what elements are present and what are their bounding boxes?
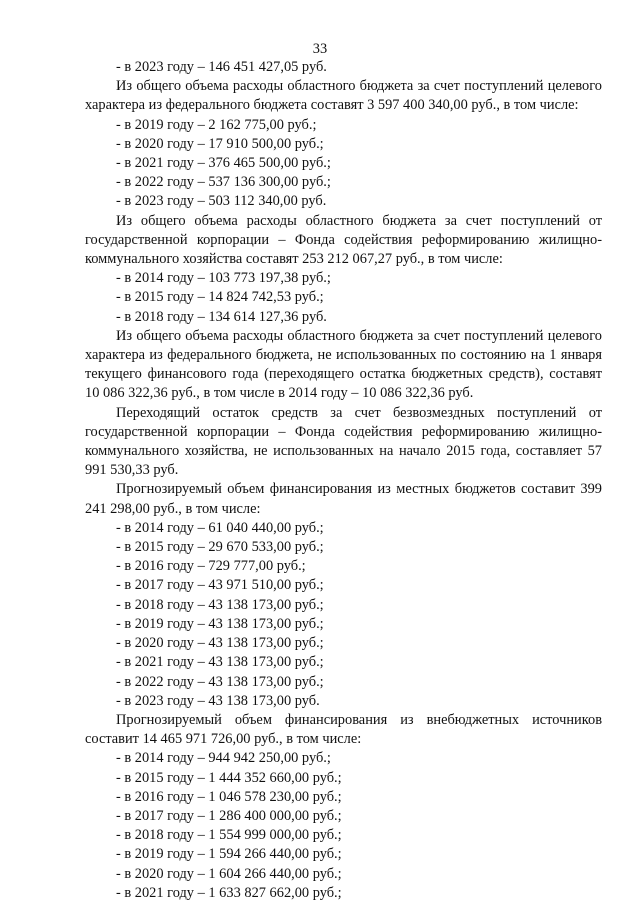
list-item: - в 2021 году – 1 633 827 662,00 руб.; <box>116 884 342 901</box>
list-item: - в 2017 году – 43 971 510,00 руб.; <box>116 577 324 594</box>
list-item: - в 2015 году – 1 444 352 660,00 руб.; <box>116 769 342 786</box>
list-item: - в 2017 году – 1 286 400 000,00 руб.; <box>116 807 342 824</box>
list-item: - в 2018 году – 1 554 999 000,00 руб.; <box>116 827 342 844</box>
list-item: - в 2016 году – 1 046 578 230,00 руб.; <box>116 788 342 805</box>
paragraph: Прогнозируемый объем финансирования из местных бюджетов составит 399 241 298,00 руб., в том числе: <box>85 481 602 517</box>
list-item: - в 2014 году – 61 040 440,00 руб.; <box>116 519 324 536</box>
list-item: - в 2018 году – 134 614 127,36 руб. <box>116 308 327 325</box>
list-item: - в 2019 году – 43 138 173,00 руб.; <box>116 615 324 632</box>
list-item: - в 2022 году – 43 138 173,00 руб.; <box>116 673 324 690</box>
paragraph: Из общего объема расходы областного бюджета за счет поступлений целевого характера из федерального бюджета составят 3 597 400 340,00 руб., в том числе: <box>85 78 602 114</box>
list-item: - в 2014 году – 944 942 250,00 руб.; <box>116 750 331 767</box>
page-number: 33 <box>312 41 328 57</box>
list-item: - в 2015 году – 29 670 533,00 руб.; <box>116 539 324 556</box>
list-item: - в 2022 году – 537 136 300,00 руб.; <box>116 174 331 191</box>
list-item: - в 2016 году – 729 777,00 руб.; <box>116 558 306 575</box>
list-item: - в 2021 году – 376 465 500,00 руб.; <box>116 155 331 172</box>
document-body <box>85 58 602 903</box>
list-item: - в 2020 году – 17 910 500,00 руб.; <box>116 135 324 152</box>
list-item: - в 2023 году – 43 138 173,00 руб. <box>116 692 320 709</box>
list-item: - в 2019 году – 1 594 266 440,00 руб.; <box>116 846 342 863</box>
list-item: - в 2023 году – 503 112 340,00 руб. <box>116 193 327 210</box>
paragraph: Из общего объема расходы областного бюджета за счет поступлений целевого характера из федерального бюджета, не использованных по состоянию на 1 января текущего финансового года (переходящего остатка бюджетных средств), составят 10 086 322,36 руб., в том числе в 2014 году – 10 086 322,36 руб. <box>85 327 602 402</box>
list-item: - в 2014 году – 103 773 197,38 руб.; <box>116 270 331 287</box>
list-item: - в 2018 году – 43 138 173,00 руб.; <box>116 596 324 613</box>
list-item: - в 2019 году – 2 162 775,00 руб.; <box>116 116 317 133</box>
list-item: - в 2020 году – 1 604 266 440,00 руб.; <box>116 865 342 882</box>
list-item: - в 2015 году – 14 824 742,53 руб.; <box>116 289 324 306</box>
paragraph: Из общего объема расходы областного бюджета за счет поступлений от государственной корпорации – Фонда содействия реформированию жилищно-коммунального хозяйства составят 253 212 067,27 руб., в том числе: <box>85 212 602 268</box>
list-item: - в 2020 году – 43 138 173,00 руб.; <box>116 635 324 652</box>
list-item: - в 2021 году – 43 138 173,00 руб.; <box>116 654 324 671</box>
paragraph: Переходящий остаток средств за счет безвозмездных поступлений от государственной корпорации – Фонда содействия реформированию жилищно-коммунального хозяйства, не использованных на начало 2015 года, составляет 57 991 530,33 руб. <box>85 404 602 479</box>
paragraph: Прогнозируемый объем финансирования из внебюджетных источников составит 14 465 971 726,00 руб., в том числе: <box>85 711 602 748</box>
list-item: - в 2023 году – 146 451 427,05 руб. <box>116 59 327 75</box>
